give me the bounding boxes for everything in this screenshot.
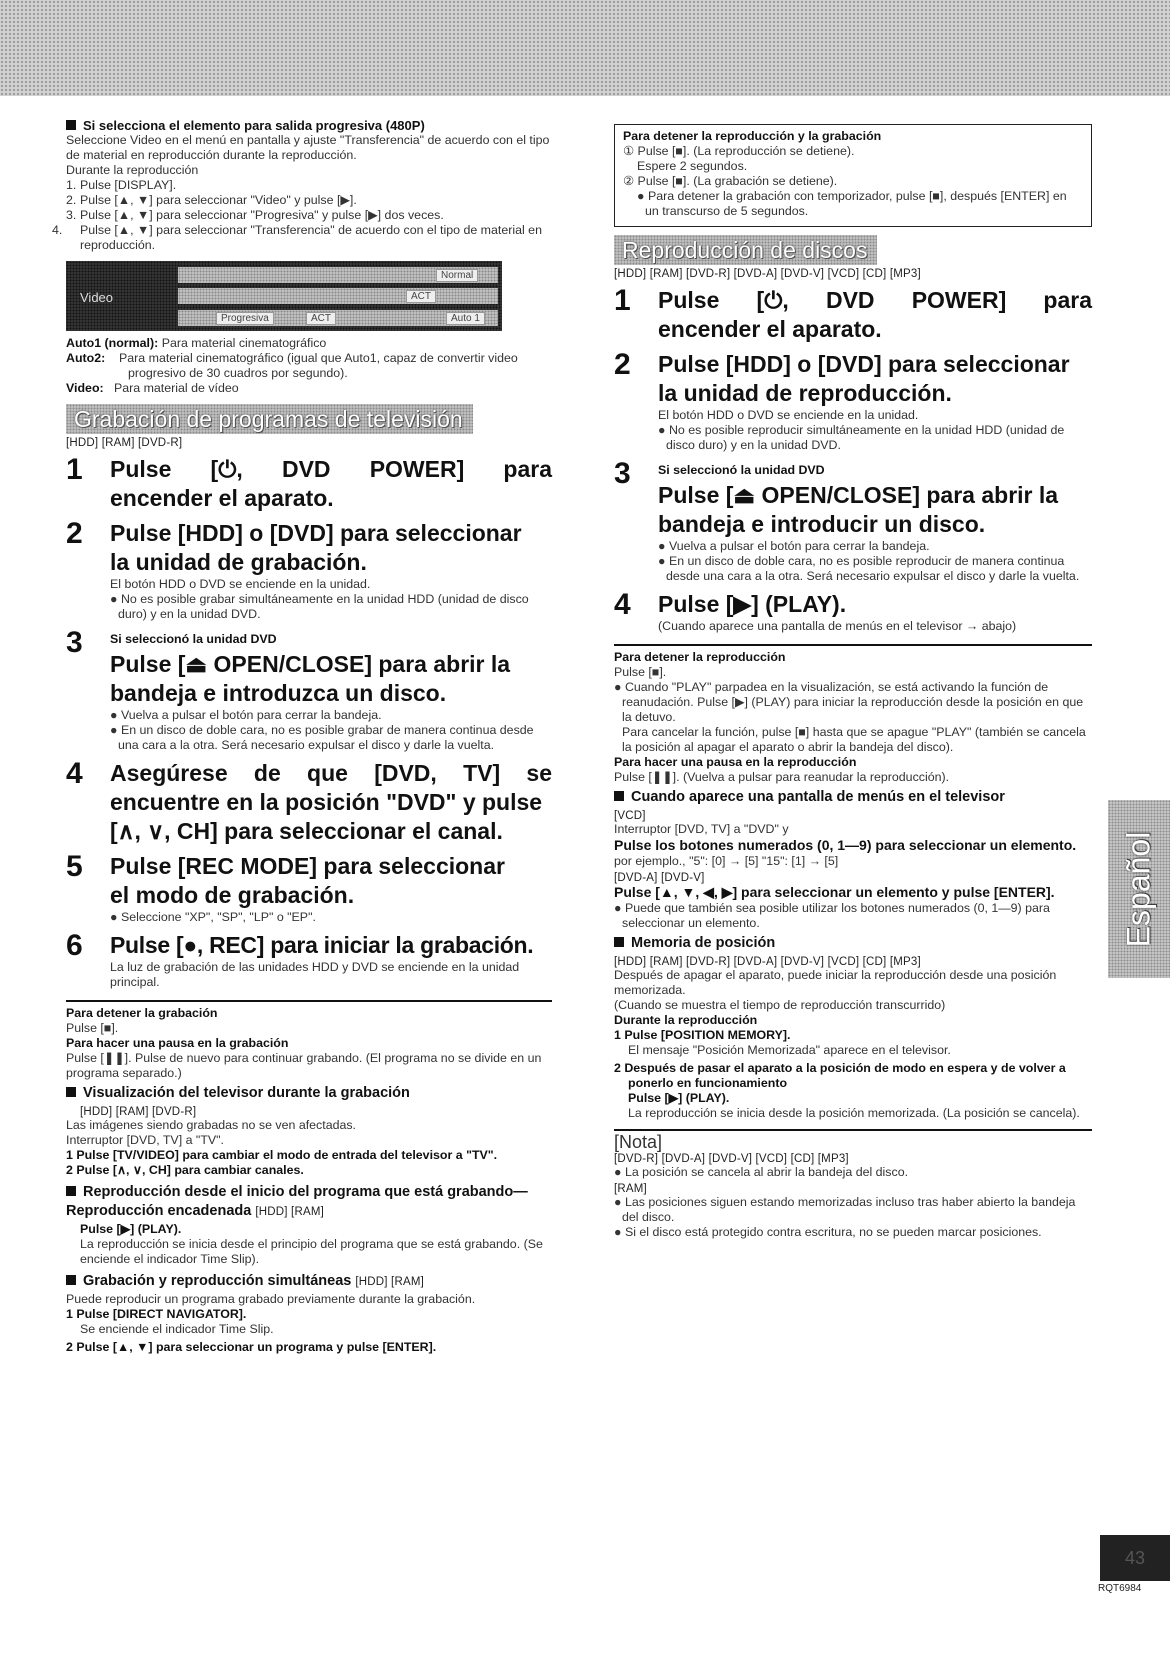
progressive-step-1: 1. Pulse [DISPLAY]. [66,178,177,192]
box-step-1-wait: Espere 2 segundos. [637,159,748,173]
step-number: 5 [66,850,83,883]
pause-rec-heading: Para hacer una pausa en la grabación [66,1036,289,1050]
position-memory-step-2-note: La reproducción se inicia desde la posición memorizada. (La posición se cancela). [628,1106,1080,1120]
language-side-tab [1108,800,1170,978]
simul-heading: Grabación y reproducción simultáneas [HDD] [RAM] [66,1272,552,1292]
play-step-3 [614,459,1092,584]
tv-view-step-1: 1 Pulse [TV/VIDEO] para cambiar el modo de entrada del televisor a "TV". [66,1148,498,1162]
tv-view-text-2: Interruptor [DVD, TV] a "TV". [66,1133,224,1147]
stop-both-box [614,124,1092,227]
page-number-box [1100,1535,1170,1581]
box-step-1: ① Pulse [■]. (La reproducción se detiene). [623,144,855,158]
position-memory-text-2: (Cuando se muestra el tiempo de reproducción transcurrido) [614,998,946,1012]
section-title-recording: Grabación de programas de televisión [66,404,473,434]
rec-step-6 [66,931,552,990]
step-bullet: ● Seleccione "XP", "SP", "LP" o "EP". [110,910,316,924]
stop-play-heading: Para detener la reproducción [614,650,786,664]
rec-step-3 [66,628,552,753]
step-number: 4 [614,588,631,621]
tv-view-text: Las imágenes siendo grabadas no se ven afectadas. [66,1118,357,1132]
nota-tags: [DVD-R] [DVD-A] [DVD-V] [VCD] [CD] [MP3] [614,1153,849,1165]
tv-view-step-2: 2 Pulse [∧, ∨, CH] para cambiar canales. [66,1163,304,1177]
menu-screen-text: Interruptor [DVD, TV] a "DVD" y [614,822,789,836]
recording-disc-tags: [HDD] [RAM] [DVD-R] [66,437,183,449]
bullet-square-icon [614,791,624,801]
auto2-line: Auto2: Para material cinematográfico (igual que Auto1, capaz de convertir video progresivo de 30 cuadros por segundo). [66,351,518,380]
position-memory-tags: [HDD] [RAM] [DVD-R] [DVD-A] [DVD-V] [VCD] [CD] [MP3] [614,956,921,968]
playback-disc-tags: [HDD] [RAM] [DVD-R] [DVD-A] [DVD-V] [VCD] [CD] [MP3] [614,268,921,280]
menu-value-act-2: ACT [306,312,336,325]
divider [66,1000,552,1002]
page-number: 43 [1124,1547,1146,1568]
step-number: 1 [66,453,83,486]
left-column [52,118,552,1355]
step-text: Pulse [▶] (PLAY). [658,591,847,617]
menu-screen-heading: Cuando aparece una pantalla de menús en el televisor [614,788,1092,807]
step-bullet: ● Vuelva a pulsar el botón para cerrar la bandeja. [110,708,382,722]
step-text: Pulse [⏻, DVD POWER] para [658,287,1092,313]
simul-step-2: 2 Pulse [▲, ▼] para seleccionar un programa y pulse [ENTER]. [66,1340,437,1354]
step-text: Pulse [HDD] o [DVD] para seleccionar [110,520,522,546]
right-column [614,124,1092,1240]
document-code: RQT6984 [1098,1583,1142,1594]
bullet-square-icon [66,1087,76,1097]
step-bullet: ● No es posible grabar simultáneamente en la unidad HDD (unidad de disco duro) y en la unidad DVD. [110,592,529,621]
rec-step-4 [66,759,552,846]
position-memory-step-2-play: Pulse [▶] (PLAY). [628,1091,730,1105]
step-text-2: la unidad de grabación. [110,549,367,575]
position-memory-during: Durante la reproducción [614,1013,758,1027]
step-note: (Cuando aparece una pantalla de menús en el televisor → abajo) [658,619,1017,633]
step-bullet: ● En un disco de doble cara, no es posible grabar de manera continua desde una cara a la otra. Será necesario expulsar el disco y darle la vuelta. [110,723,534,752]
auto1-line: Auto1 (normal): Para material cinematográfico [66,336,327,350]
nota-tags-2: [RAM] [614,1183,647,1195]
stop-play-text: Pulse [■]. [614,665,667,679]
step-text-3: [∧, ∨, CH] para seleccionar el canal. [110,818,503,844]
play-step-1 [614,286,1092,344]
step-text-2: encuentre en la posición "DVD" y pulse [110,789,543,815]
menu-value-auto1: Auto 1 [446,312,485,325]
step-text: Asegúrese de que [DVD, TV] se [110,760,552,786]
progressive-step-2: 2. Pulse [▲, ▼] para seleccionar "Video" y pulse [▶]. [66,193,357,207]
step-text-2: la unidad de reproducción. [658,380,952,406]
step-text: Pulse [⏻, DVD POWER] para [110,456,552,482]
menu-value-act: ACT [406,290,436,303]
play-step-4 [614,590,1092,634]
step-pre: Si seleccionó la unidad DVD [110,632,277,646]
step-note: El botón HDD o DVD se enciende en la unidad. [110,577,371,591]
pause-rec-text: Pulse [❚❚]. Pulse de nuevo para continuar grabando. (El programa no se divide en un programa separado.) [66,1051,542,1080]
step-number: 4 [66,757,83,790]
header-band [0,0,1170,96]
box-bullet: ● Para detener la grabación con temporizador, pulse [■], después [ENTER] en un transcurso de 5 segundos. [637,189,1067,218]
tv-view-heading: Visualización del televisor durante la grabación [66,1084,552,1103]
position-memory-step-2: 2 Después de pasar el aparato a la posición de modo en espera y de volver a ponerlo en funcionamiento [614,1061,1066,1090]
position-memory-step-1-note: El mensaje "Posición Memorizada" aparece en el televisor. [628,1043,951,1057]
section-title-playback: Reproducción de discos [614,235,877,265]
position-memory-text: Después de apagar el aparato, puede iniciar la reproducción desde una posición memorizada. [614,968,1057,997]
menu-screen-example: por ejemplo., "5": [0] → [5] "15": [1] → [5] [614,854,839,868]
play-step-2 [614,350,1092,453]
menu-screen-tags-2: [DVD-A] [DVD-V] [614,872,705,884]
stop-rec-text: Pulse [■]. [66,1021,119,1035]
chase-play-text: La reproducción se inicia desde el principio del programa que se está grabando. (Se enciende el indicador Time Slip). [80,1237,543,1266]
menu-video-label: Video [80,290,114,305]
step-number: 3 [614,457,631,490]
progressive-heading: Si selecciona el elemento para salida progresiva (480P) [66,118,552,133]
step-number: 1 [614,284,631,317]
divider [614,644,1092,646]
tv-view-tags: [HDD] [RAM] [DVD-R] [80,1106,197,1118]
step-text: Pulse [⏏ OPEN/CLOSE] para abrir la bandeja e introducir un disco. [658,482,1059,537]
progressive-body: Seleccione Video en el menú en pantalla y ajuste "Transferencia" de acuerdo con el tipo de material en reproducción durante la reproducción. [66,133,550,162]
stop-play-bullet: ● Cuando "PLAY" parpadea en la visualización, se está activando la función de reanudación. Pulse [▶] (PLAY) para iniciar la reproducción desde la posición en que la detuvo. [614,680,1084,724]
box-step-2: ② Pulse [■]. (La grabación se detiene). [623,174,838,188]
menu-screen-numbered: Pulse los botones numerados (0, 1—9) para seleccionar un elemento. [614,837,1077,853]
step-text: Pulse [⏏ OPEN/CLOSE] para abrir la bandeja e introduzca un disco. [110,651,511,706]
step-text: Pulse [HDD] o [DVD] para seleccionar [658,351,1070,377]
stop-rec-heading: Para detener la grabación [66,1006,218,1020]
pause-play-text: Pulse [❚❚]. (Vuelva a pulsar para reanudar la reproducción). [614,770,950,784]
position-memory-step-1: 1 Pulse [POSITION MEMORY]. [614,1028,791,1042]
simul-step-1: 1 Pulse [DIRECT NAVIGATOR]. [66,1307,247,1321]
onscreen-menu-image [66,261,502,331]
nota-heading: [Nota] [614,1132,663,1152]
step-number: 2 [614,348,631,381]
chase-play-heading: Reproducción desde el inicio del programa que está grabando—Reproducción encadenada [HDD] [RAM] [66,1184,528,1219]
rec-step-5 [66,852,552,925]
nota-bullet-2: ● Las posiciones siguen estando memorizadas incluso tras haber abierto la bandeja del disco. [614,1195,1076,1224]
divider [614,1129,1092,1131]
menu-screen-cursor: Pulse [▲, ▼, ◀, ▶] para seleccionar un elemento y pulse [ENTER]. [614,884,1055,900]
progressive-step-4: 4. Pulse [▲, ▼] para seleccionar "Transferencia" de acuerdo con el tipo de material en reproducción. [52,223,542,252]
bullet-square-icon [66,1275,76,1285]
step-number: 3 [66,626,83,659]
menu-value-normal: Normal [436,269,478,282]
step-note: La luz de grabación de las unidades HDD y DVD se enciende en la unidad principal. [110,960,520,989]
menu-bar-2 [178,288,498,304]
step-pre: Si seleccionó la unidad DVD [658,463,825,477]
pause-play-heading: Para hacer una pausa en la reproducción [614,755,857,769]
progressive-during: Durante la reproducción [66,163,199,177]
position-memory-heading: Memoria de posición [614,934,1092,953]
simul-step-1-note: Se enciende el indicador Time Slip. [80,1322,274,1336]
menu-screen-tags: [VCD] [614,810,646,822]
step-note: El botón HDD o DVD se enciende en la unidad. [658,408,919,422]
bullet-square-icon [614,937,624,947]
video-line: Video: Para material de vídeo [66,381,239,395]
simul-text: Puede reproducir un programa grabado previamente durante la grabación. [66,1292,476,1306]
bullet-square-icon [66,120,76,130]
progressive-step-3: 3. Pulse [▲, ▼] para seleccionar "Progresiva" y pulse [▶] dos veces. [66,208,444,222]
menu-value-progresiva: Progresiva [216,312,274,325]
bullet-square-icon [66,1186,76,1196]
language-label: Español [1120,831,1157,947]
rec-step-2 [66,519,552,622]
step-number: 6 [66,929,83,962]
step-bullet: ● Vuelva a pulsar el botón para cerrar la bandeja. [658,539,930,553]
rec-step-1 [66,455,552,513]
step-number: 2 [66,517,83,550]
stop-play-cancel: Para cancelar la función, pulse [■] hasta que se apague "PLAY" (también se cancela la posición al apagar el aparato o abrir la bandeja del disco). [622,725,1086,754]
step-text-2: encender el aparato. [110,485,334,511]
step-bullet: ● En un disco de doble cara, no es posible reproducir de manera continua desde una cara a la otra. Será necesario expulsar el disco y darle la vuelta. [658,554,1080,583]
box-heading: Para detener la reproducción y la grabación [623,129,882,143]
menu-screen-bullet: ● Puede que también sea posible utilizar los botones numerados (0, 1—9) para seleccionar un elemento. [614,901,1050,930]
nota-bullet-3: ● Si el disco está protegido contra escritura, no se pueden marcar posiciones. [614,1225,1042,1239]
nota-bullet-1: ● La posición se cancela al abrir la bandeja del disco. [614,1165,909,1179]
step-text: Pulse [REC MODE] para seleccionar [110,853,505,879]
step-text-2: el modo de grabación. [110,882,355,908]
step-text: Pulse [●, REC] para iniciar la grabación. [110,932,534,958]
chase-play-step: Pulse [▶] (PLAY). [80,1222,182,1236]
step-bullet: ● No es posible reproducir simultáneamente en la unidad HDD (unidad de disco duro) y en la unidad DVD. [658,423,1065,452]
step-text-2: encender el aparato. [658,316,882,342]
